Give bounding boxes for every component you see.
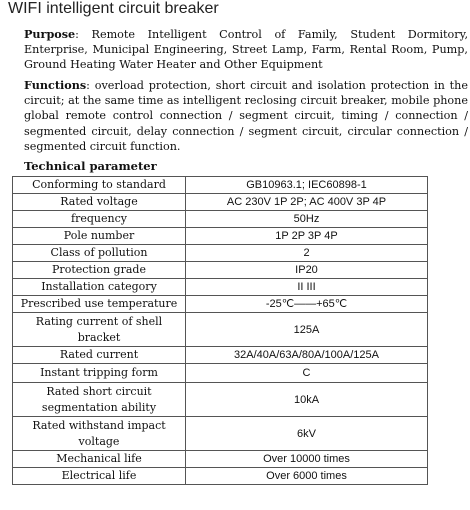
page-title: WIFI intelligent circuit breaker xyxy=(8,0,219,17)
parameter-cell: Rated voltage xyxy=(13,194,186,211)
value-cell: 1P 2P 3P 4P xyxy=(186,228,428,245)
parameter-cell: Installation category xyxy=(13,279,186,296)
table-row xyxy=(13,177,428,194)
value-cell: -25℃——+65℃ xyxy=(186,296,428,313)
technical-parameter-heading: Technical parameter xyxy=(24,159,157,173)
purpose-paragraph xyxy=(24,27,468,73)
value-cell: Over 6000 times xyxy=(186,468,428,485)
table-row xyxy=(13,296,428,313)
value-cell: II III xyxy=(186,279,428,296)
parameter-cell: Protection grade xyxy=(13,262,186,279)
value-cell: 50Hz xyxy=(186,211,428,228)
functions-text: : overload protection, short circuit and isolation protection in the circuit; at the same time as intelligent reclosing circuit breaker, mobile phone global remote control connection / segment circuit, timing / connection / segmented circuit, delay connection / segment circuit, circular connection / segmented circuit function. xyxy=(24,79,468,153)
table-row xyxy=(13,417,428,451)
parameter-cell: Conforming to standard xyxy=(13,177,186,194)
table-row xyxy=(13,194,428,211)
table-row xyxy=(13,468,428,485)
parameter-cell: frequency xyxy=(13,211,186,228)
value-cell: 125A xyxy=(186,313,428,347)
value-cell: 2 xyxy=(186,245,428,262)
functions-label: Functions xyxy=(24,78,87,92)
parameter-cell: Rated current xyxy=(13,347,186,364)
table-row xyxy=(13,383,428,417)
value-cell: C xyxy=(186,364,428,383)
table-row xyxy=(13,228,428,245)
purpose-label: Purpose xyxy=(24,27,76,41)
table-row xyxy=(13,245,428,262)
parameter-cell: Prescribed use temperature xyxy=(13,296,186,313)
value-cell: GB10963.1; IEC60898-1 xyxy=(186,177,428,194)
parameter-cell: Class of pollution xyxy=(13,245,186,262)
parameter-cell: Electrical life xyxy=(13,468,186,485)
value-cell: 6kV xyxy=(186,417,428,451)
table-row xyxy=(13,451,428,468)
value-cell: 32A/40A/63A/80A/100A/125A xyxy=(186,347,428,364)
parameter-cell: Instant tripping form xyxy=(13,364,186,383)
parameter-cell: Rating current of shell bracket xyxy=(13,313,186,347)
parameter-cell: Mechanical life xyxy=(13,451,186,468)
table-row xyxy=(13,364,428,383)
parameter-cell: Rated withstand impact voltage xyxy=(13,417,186,451)
value-cell: AC 230V 1P 2P; AC 400V 3P 4P xyxy=(186,194,428,211)
purpose-text: : Remote Intelligent Control of Family, Student Dormitory, Enterprise, Municipal Engineering, Street Lamp, Farm, Rental Room, Pump, Ground Heating Water Heater and Other Equipment xyxy=(24,28,468,72)
value-cell: IP20 xyxy=(186,262,428,279)
functions-paragraph xyxy=(24,78,468,154)
table-row xyxy=(13,313,428,347)
technical-parameter-table xyxy=(12,176,428,485)
table-row xyxy=(13,211,428,228)
table-row xyxy=(13,347,428,364)
value-cell: 10kA xyxy=(186,383,428,417)
parameter-cell: Rated short circuit segmentation ability xyxy=(13,383,186,417)
value-cell: Over 10000 times xyxy=(186,451,428,468)
table-row xyxy=(13,279,428,296)
table-row xyxy=(13,262,428,279)
parameter-cell: Pole number xyxy=(13,228,186,245)
